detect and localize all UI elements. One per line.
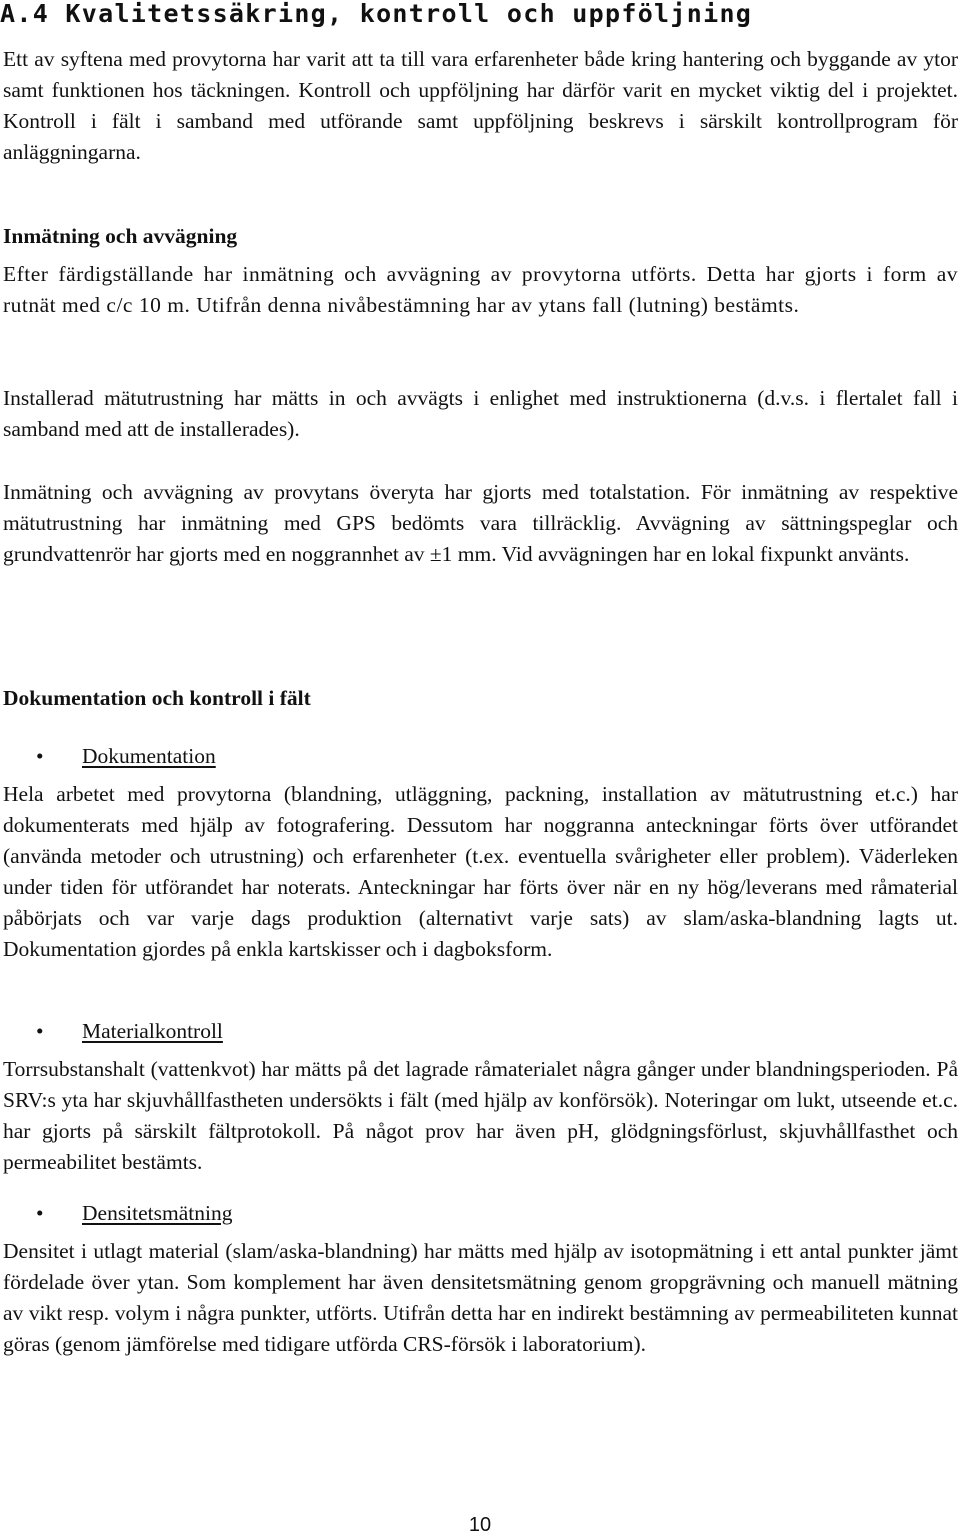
bullet-icon: • bbox=[36, 1019, 44, 1043]
dokumentation-heading: Dokumentation och kontroll i fält bbox=[3, 686, 311, 710]
inmatning-heading: Inmätning och avvägning bbox=[3, 224, 238, 248]
bullet-dokumentation bbox=[36, 741, 216, 772]
densitetsmatning-paragraph: Densitet i utlagt material (slam/aska-blandning) har mätts med hjälp av isotopmätning i ett antal punkter jämt fördelade över ytan. Som komplement har även densitetsmätning genom gropgrävning och manuell mätning av vikt resp. volym i några punkter, utförts. Utifrån detta har en indirekt bestämning av permeabiliteten kunnat göras (genom jämförelse med tidigare utförda CRS-försök i laboratorium). bbox=[3, 1239, 958, 1356]
bullet-icon: • bbox=[36, 744, 44, 768]
bullet-icon: • bbox=[36, 1201, 44, 1225]
inmatning-paragraph-1: Efter färdigställande har inmätning och avvägning av provytorna utförts. Detta har gjorts i form av rutnät med c/c 10 m. Utifrån denna nivåbestämning har av ytans fall (lutning) bestämts. bbox=[3, 262, 958, 317]
inmatning-paragraph-3: Inmätning och avvägning av provytans överyta har gjorts med totalstation. För inmätning av respektive mätutrustning har inmätning med GPS bedömts vara tillräcklig. Avvägning av sättningspeglar och grundvattenrör har gjorts med en noggrannhet av ±1 mm. Vid avvägningen har en lokal fixpunkt använts. bbox=[3, 480, 958, 566]
dokumentation-paragraph: Hela arbetet med provytorna (blandning, utläggning, packning, installation av mätutrustning et.c.) har dokumenterats med hjälp av fotografering. Dessutom har noggranna anteckningar förts över utförandet (använda metoder och utrustning) och erfarenheter (t.ex. eventuella svårigheter eller problem). Väderleken under tiden för utförandet har noterats. Anteckningar har förts över när en ny hög/leverans med råmaterial påbörjats och var varje dags produktion (alternativt varje sats) av slam/aska-blandning lagts ut. Dokumentation gjordes på enkla kartskisser och i dagboksform. bbox=[3, 782, 958, 961]
bullet-title-dokumentation: Dokumentation bbox=[82, 744, 216, 768]
bullet-densitetsmatning bbox=[36, 1198, 232, 1229]
inmatning-paragraph-2: Installerad mätutrustning har mätts in och avvägts i enlighet med instruktionerna (d.v.s. i flertalet fall i samband med att de installerades). bbox=[3, 386, 958, 441]
section-heading: A.4 Kvalitetssäkring, kontroll och uppföljning bbox=[0, 0, 753, 28]
intro-paragraph: Ett av syftena med provytorna har varit att ta till vara erfarenheter både kring hantering och byggande av ytor samt funktionen hos täckningen. Kontroll och uppföljning har därför varit en mycket viktig del i projektet. Kontroll i fält i samband med utförande samt uppföljning beskrevs i särskilt kontrollprogram för anläggningarna. bbox=[3, 47, 958, 164]
bullet-materialkontroll bbox=[36, 1016, 223, 1047]
page-number: 10 bbox=[468, 1514, 492, 1536]
bullet-title-densitetsmatning: Densitetsmätning bbox=[82, 1201, 233, 1225]
bullet-title-materialkontroll: Materialkontroll bbox=[82, 1019, 223, 1043]
materialkontroll-paragraph: Torrsubstanshalt (vattenkvot) har mätts på det lagrade råmaterialet några gånger under blandningsperioden. På SRV:s yta har skjuvhållfastheten undersökts i fält (med hjälp av konförsök). Noteringar om lukt, utseende et.c. har gjorts på särskilt fältprotokoll. På något prov har även pH, glödgningsförlust, skjuvhållfasthet och permeabilitet bestämts. bbox=[3, 1057, 958, 1174]
